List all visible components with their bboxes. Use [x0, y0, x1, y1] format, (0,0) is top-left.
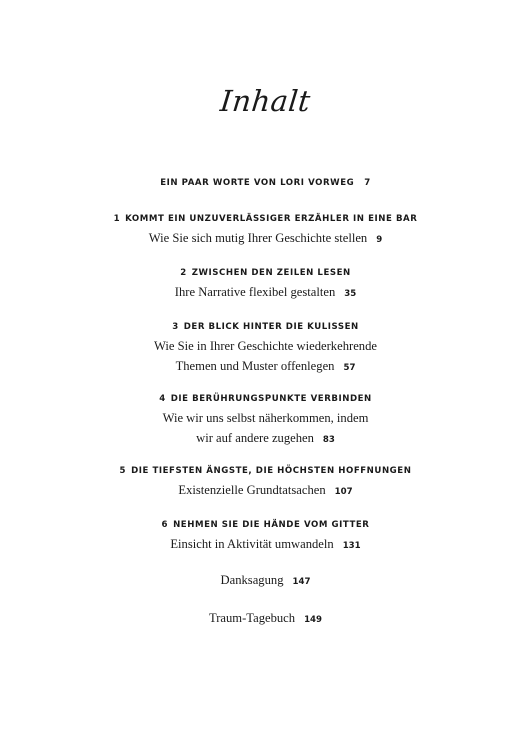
chapter-number: 2: [180, 268, 187, 278]
entry-subtitle: Wie Sie sich mutig Ihrer Geschichte stellen 9: [148, 231, 383, 245]
entry-heading-line: [0, 213, 531, 226]
entry-heading: EIN PAAR WORTE VON LORI VORWEG: [160, 178, 355, 188]
page-number: 35: [344, 289, 357, 299]
chapter-number: 5: [119, 466, 127, 476]
entry-heading-line: [0, 321, 531, 334]
entry-heading-line: [0, 610, 531, 628]
chapter-number: 4: [159, 394, 166, 404]
entry-heading: DIE BERÜHRUNGSPUNKTE VERBINDEN: [170, 394, 372, 404]
entry-subtitle: wir auf andere zugehen 83: [196, 431, 335, 445]
entry-subtitle: Einsicht in Aktivität umwandeln 131: [170, 537, 361, 551]
toc-entry-acknowledgements[interactable]: [0, 572, 531, 590]
toc-entry-chapter-6[interactable]: [0, 519, 531, 554]
entry-heading: ZWISCHEN DEN ZEILEN LESEN: [191, 268, 351, 278]
entry-subtitle: Wie Sie in Ihrer Geschichte wiederkehrende: [154, 339, 377, 353]
entry-heading-line: [0, 519, 531, 532]
entry-heading: DER BLICK HINTER DIE KULISSEN: [183, 322, 359, 332]
entry-heading-line: [0, 572, 531, 590]
chapter-number: 6: [161, 520, 169, 530]
toc-entry-chapter-3[interactable]: [0, 321, 531, 376]
entry-heading-line: [0, 177, 531, 190]
page-number: 57: [343, 363, 356, 373]
page-number: 9: [376, 235, 383, 245]
toc-entry-dream-journal[interactable]: [0, 610, 531, 628]
toc-entry-chapter-5[interactable]: [0, 465, 531, 500]
toc-entry-preface[interactable]: [0, 177, 531, 190]
page-number: 147: [292, 577, 311, 587]
page-number: 149: [304, 615, 323, 625]
page-title: Inhalt: [218, 84, 313, 118]
entry-heading: Danksagung: [220, 573, 284, 587]
entry-heading-line: [0, 267, 531, 280]
page-number: 107: [334, 487, 353, 497]
page-number: 83: [322, 435, 335, 445]
toc-entry-chapter-4[interactable]: [0, 393, 531, 448]
entry-subtitle: Themen und Muster offenlegen 57: [175, 359, 356, 373]
entry-heading: DIE TIEFSTEN ÄNGSTE, DIE HÖCHSTEN HOFFNUNGEN: [131, 466, 412, 476]
entry-heading-line: [0, 393, 531, 406]
chapter-number: 1: [113, 214, 121, 224]
toc-entry-chapter-1[interactable]: [0, 213, 531, 248]
entry-heading: NEHMEN SIE DIE HÄNDE VOM GITTER: [173, 520, 370, 530]
entry-subtitle: Ihre Narrative flexibel gestalten 35: [174, 285, 357, 299]
entry-subtitle: Wie wir uns selbst näherkommen, indem: [162, 411, 369, 425]
page-number: 131: [342, 541, 361, 551]
entry-heading: Traum-Tagebuch: [208, 611, 296, 625]
toc-entry-chapter-2[interactable]: [0, 267, 531, 302]
page-number: 7: [364, 178, 371, 188]
entry-heading-line: [0, 465, 531, 478]
chapter-number: 3: [172, 322, 179, 332]
entry-subtitle: Existenzielle Grundtatsachen 107: [178, 483, 353, 497]
entry-heading: KOMMT EIN UNZUVERLÄSSIGER ERZÄHLER IN EINE BAR: [125, 214, 418, 224]
